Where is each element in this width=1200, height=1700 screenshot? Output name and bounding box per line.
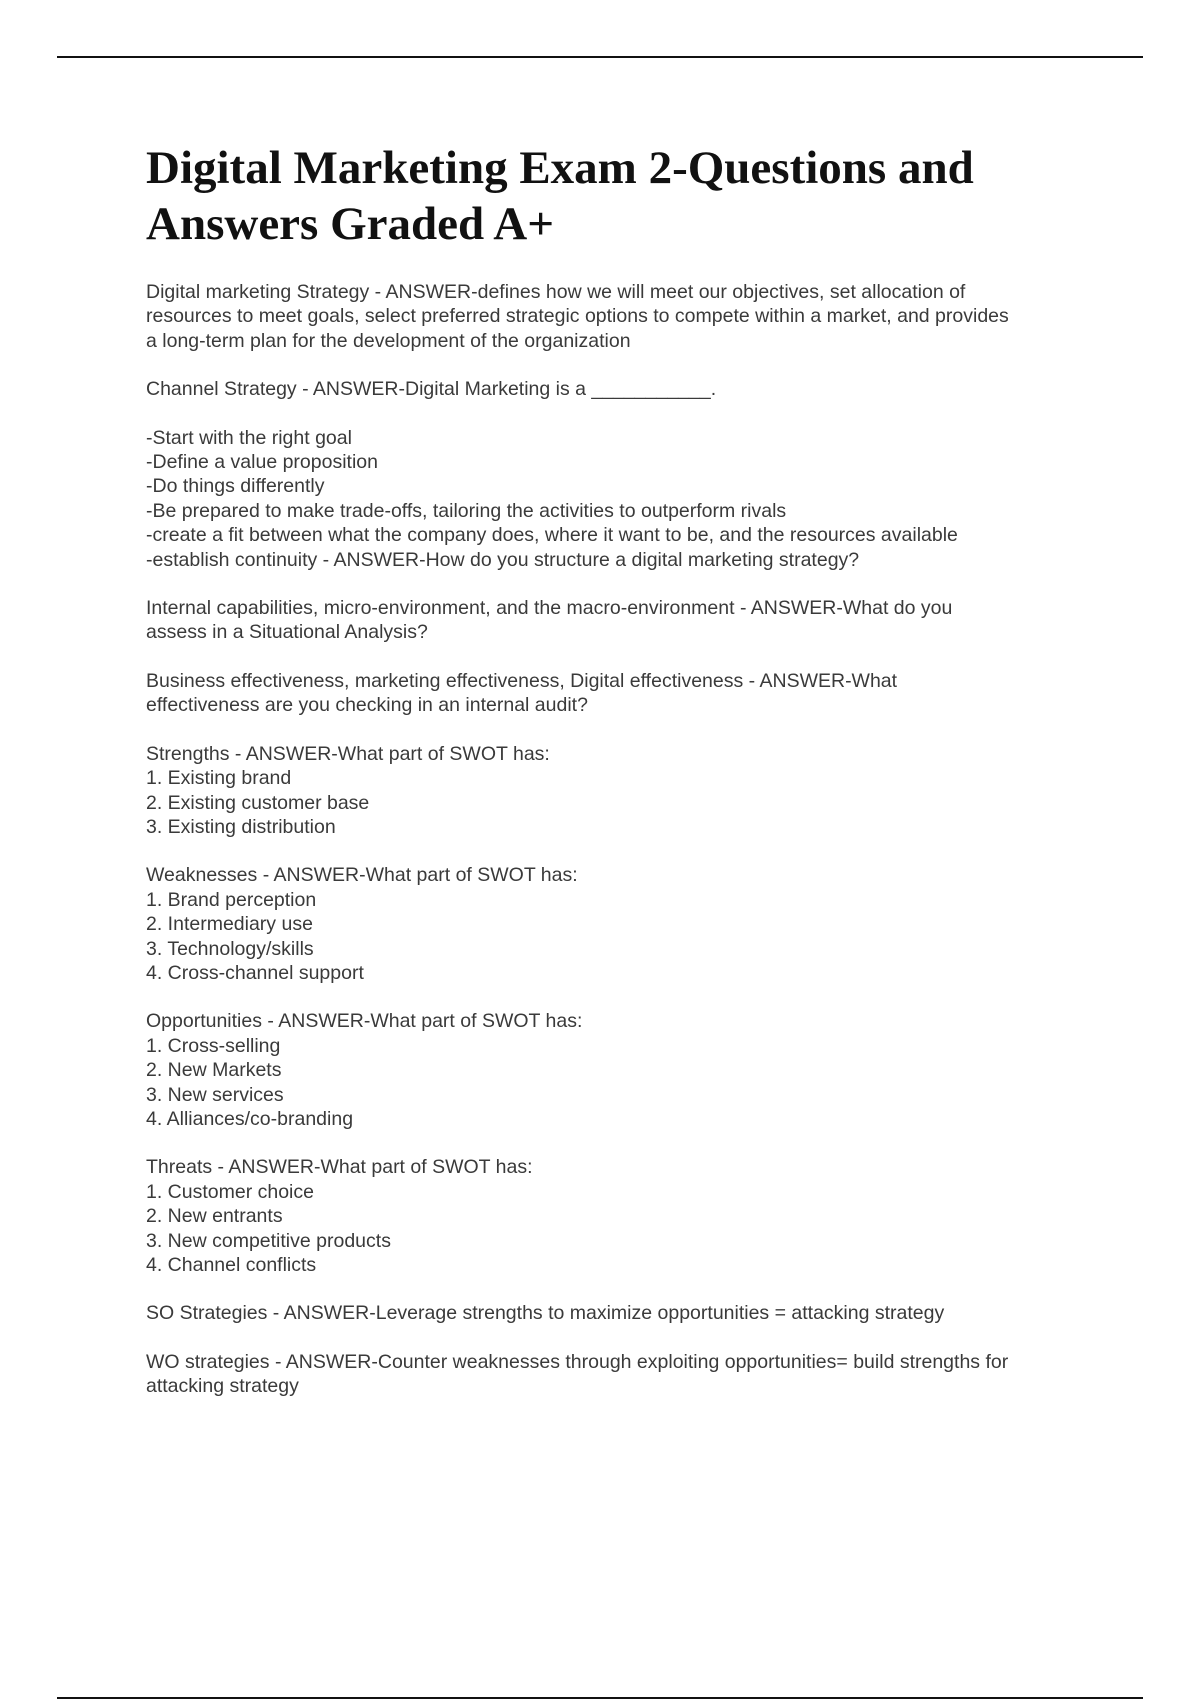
qa-list — [146, 280, 1096, 1399]
qa-item — [146, 742, 1096, 840]
qa-line: -Define a value proposition — [146, 451, 378, 474]
qa-line: SO Strategies - ANSWER-Leverage strengths to maximize opportunities = attacking strategy — [146, 1302, 945, 1325]
qa-line: Strengths - ANSWER-What part of SWOT has: — [146, 742, 550, 765]
qa-line: Business effectiveness, marketing effectiveness, Digital effectiveness - ANSWER-What — [146, 669, 898, 692]
qa-line: attacking strategy — [146, 1375, 299, 1398]
qa-line: 1. Customer choice — [146, 1180, 314, 1203]
qa-line: 2. Intermediary use — [146, 913, 313, 936]
qa-line: -Be prepared to make trade-offs, tailoring the activities to outperform rivals — [146, 499, 787, 522]
qa-line: 3. New services — [146, 1083, 284, 1106]
qa-item — [146, 863, 1096, 985]
qa-line: 1. Cross-selling — [146, 1034, 281, 1057]
qa-line: 2. New entrants — [146, 1205, 283, 1228]
qa-line: Channel Strategy - ANSWER-Digital Marketing is a ___________. — [146, 378, 717, 401]
qa-line: 3. New competitive products — [146, 1229, 391, 1252]
qa-line: -Do things differently — [146, 475, 325, 498]
qa-item — [146, 426, 1096, 572]
qa-line: 4. Cross-channel support — [146, 961, 364, 984]
qa-item — [146, 377, 1096, 401]
qa-item — [146, 1155, 1096, 1277]
qa-line: Weaknesses - ANSWER-What part of SWOT has: — [146, 864, 578, 887]
qa-item — [146, 1301, 1096, 1325]
title-line: Answers Graded A+ — [146, 198, 555, 250]
header-rule — [57, 56, 1143, 58]
qa-line: WO strategies - ANSWER-Counter weaknesses through exploiting opportunities= build strengths for — [146, 1350, 1009, 1373]
qa-item — [146, 596, 1096, 645]
qa-line: a long-term plan for the development of the organization — [146, 329, 631, 352]
qa-line: 4. Channel conflicts — [146, 1254, 317, 1276]
qa-item — [146, 1009, 1096, 1131]
qa-line: assess in a Situational Analysis? — [146, 621, 428, 644]
qa-line: -Start with the right goal — [146, 426, 352, 449]
qa-item — [146, 669, 1096, 718]
qa-line: Digital marketing Strategy - ANSWER-defines how we will meet our objectives, set allocation of — [146, 281, 966, 303]
qa-line: 1. Brand perception — [146, 888, 317, 911]
qa-line: 1. Existing brand — [146, 767, 292, 790]
qa-line: effectiveness are you checking in an internal audit? — [146, 694, 588, 717]
qa-line: -create a fit between what the company does, where it want to be, and the resources available — [146, 524, 958, 547]
title-line: Digital Marketing Exam 2-Questions and — [146, 142, 974, 194]
qa-line: resources to meet goals, select preferred strategic options to compete within a market, and provides — [146, 305, 1009, 328]
qa-line: Threats - ANSWER-What part of SWOT has: — [146, 1156, 533, 1179]
qa-line: 3. Technology/skills — [146, 937, 314, 960]
qa-item — [146, 1350, 1096, 1399]
qa-line: 2. New Markets — [146, 1059, 282, 1082]
document-title — [146, 140, 1096, 252]
qa-line: 3. Existing distribution — [146, 815, 336, 838]
qa-line: Opportunities - ANSWER-What part of SWOT has: — [146, 1010, 583, 1033]
qa-line: 2. Existing customer base — [146, 791, 370, 814]
qa-line: -establish continuity - ANSWER-How do you structure a digital marketing strategy? — [146, 548, 860, 571]
qa-line: 4. Alliances/co-branding — [146, 1107, 354, 1130]
qa-line: Internal capabilities, micro-environment, and the macro-environment - ANSWER-What do you — [146, 597, 953, 620]
footer-rule — [57, 1697, 1143, 1699]
document-body — [146, 140, 1096, 1423]
qa-item — [146, 280, 1096, 353]
